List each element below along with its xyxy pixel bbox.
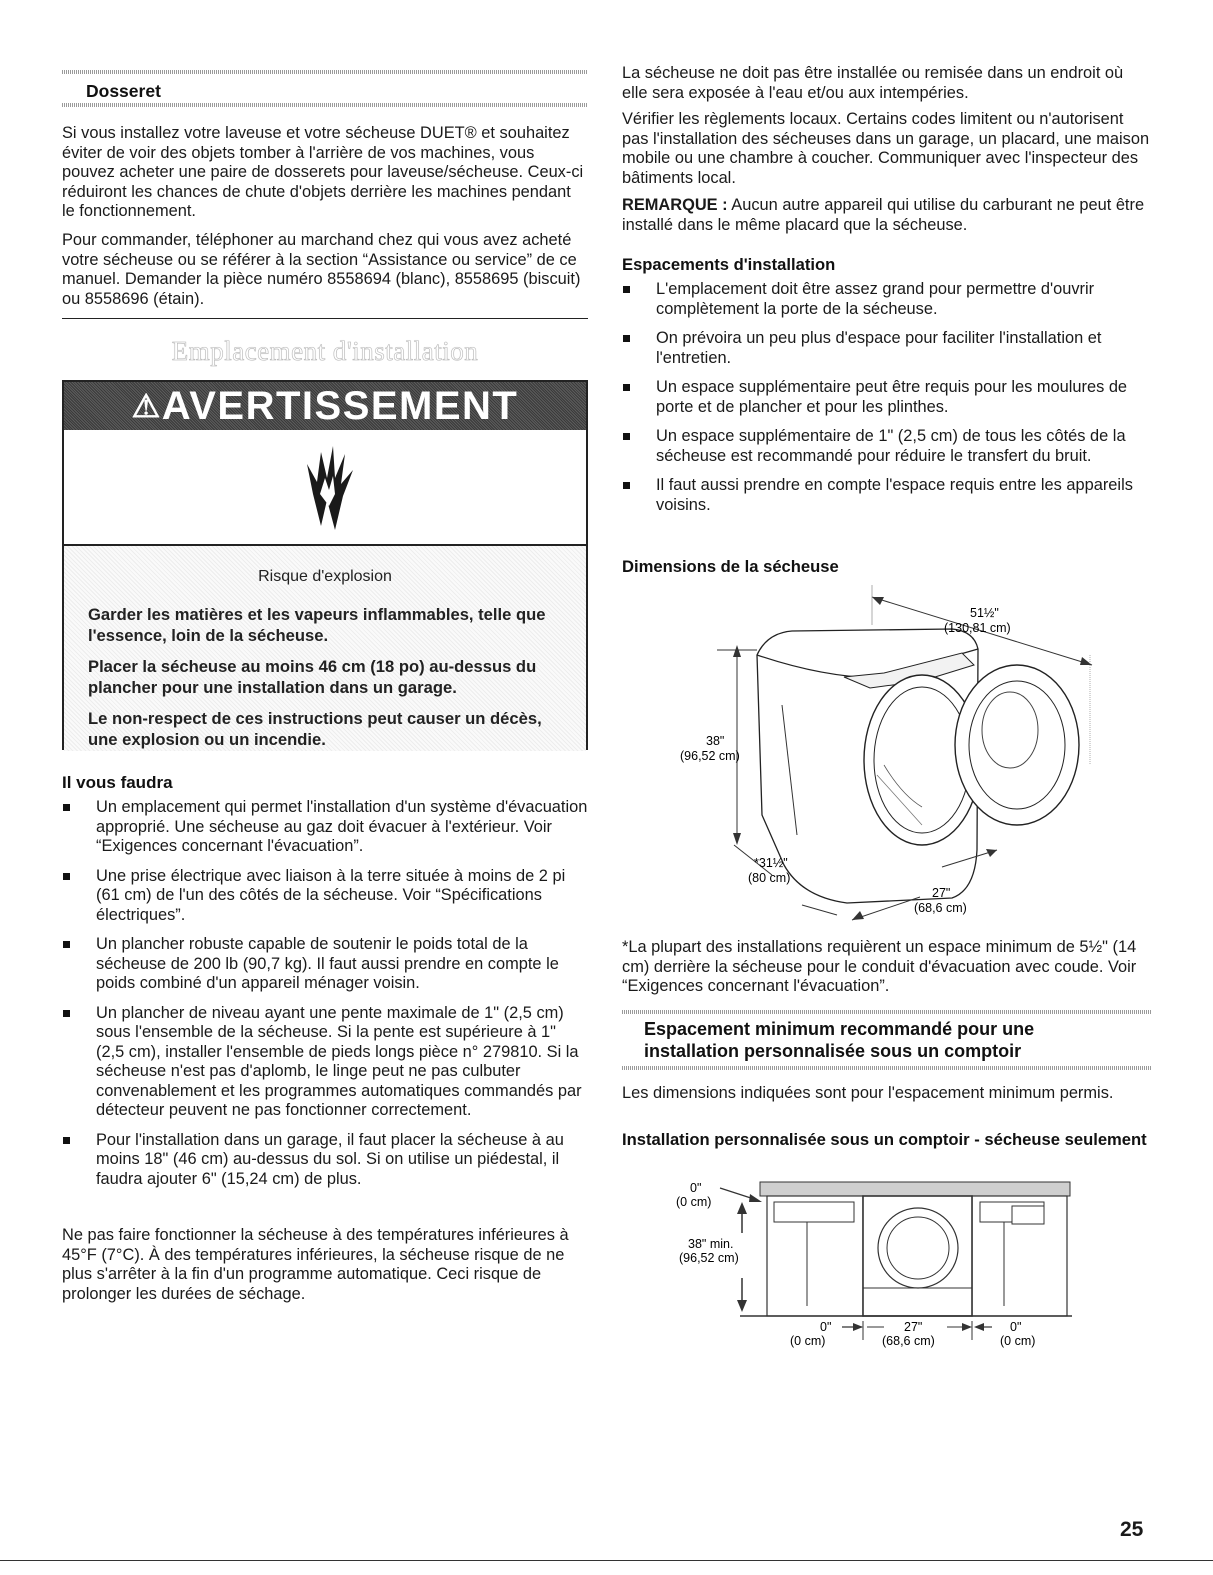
section-rule-top [62,70,588,74]
warning-triangle-icon: ⚠ [131,388,162,424]
emplacement-title: Emplacement d'installation [171,336,479,366]
list-item: Un espace supplémentaire peut être requis pour les moulures de porte et de plancher et pour les plinthes. [622,378,1152,417]
page-number: 25 [1120,1518,1144,1541]
top-gap-in: 0" [690,1181,702,1195]
dryer-dimensions-diagram [622,585,1152,930]
right-gap-in: 0" [1010,1320,1022,1334]
left-gap-cm: (0 cm) [790,1334,826,1348]
list-item: Un plancher robuste capable de soutenir le poids total de la sécheuse de 200 lb (90,7 kg). Il faut aussi prendre en compte le poids combiné d'un appareil ménager voisin. [62,935,588,994]
dosseret-paragraph-2: Pour commander, téléphoner au marchand chez qui vous avez acheté votre sécheuse ou se référer à la section “Assistance ou service” de ce manuel. Demander la pièce numéro 8558694 (blanc), 8558695 (biscuit) ou 8558696 (étain). [62,231,581,308]
warning-line-3: Le non-respect de ces instructions peut causer un décès, une explosion ou un incendie. [88,709,542,749]
warning-line-1: Garder les matières et les vapeurs inflammables, telle que l'essence, loin de la sécheuse. [88,605,546,645]
top-gap-cm: (0 cm) [676,1195,712,1209]
espacements-title: Espacements d'installation [622,255,836,274]
warning-text-area [64,546,586,751]
height-min-cm: (96,52 cm) [679,1251,739,1265]
depth-label-cm: (130,81 cm) [944,621,1011,635]
height-label-cm: (96,52 cm) [680,749,740,763]
footer-rule [0,1560,1213,1561]
side-label-in: *31½" [754,856,788,870]
divider [62,318,588,319]
list-item: Pour l'installation dans un garage, il faut placer la sécheuse à au moins 18" (46 cm) au-dessus du sol. Si on utilise un piédestal, il faudra ajouter 6" (15,24 cm) de plus. [62,1131,588,1190]
espacement-min-title: Espacement minimum recommandé pour une installation personnalisée sous un comptoir [644,1019,1035,1061]
right-gap-cm: (0 cm) [1000,1334,1036,1348]
warning-box [62,380,588,750]
remarque-label: REMARQUE : [622,196,728,214]
explosion-icon [277,434,377,534]
espacements-list [622,280,1152,525]
dryer-width-cm: (68,6 cm) [882,1334,935,1348]
width-label-cm: (68,6 cm) [914,901,967,915]
undercounter-diagram [622,1178,1152,1358]
list-item: Un espace supplémentaire de 1" (2,5 cm) de tous les côtés de la sécheuse est recommandé pour réduire le transfert du bruit. [622,427,1152,466]
exposure-paragraph: La sécheuse ne doit pas être installée ou remisée dans un endroit où elle sera exposée à l'eau et/ou aux intempéries. [622,64,1124,102]
warning-header-text: AVERTISSEMENT [161,384,519,428]
dosseret-title: Dosseret [86,81,161,101]
section-rule-bottom [622,1066,1152,1070]
list-item: Une prise électrique avec liaison à la terre située à moins de 2 pi (61 cm) de l'un des côtés de la sécheuse. Voir “Spécifications électriques”. [62,867,588,926]
section-rule-bottom [62,103,588,107]
side-label-cm: (80 cm) [748,871,791,885]
list-item: Un plancher de niveau ayant une pente maximale de 1" (2,5 cm) sous l'ensemble de la sécheuse. Si la pente est supérieure à 1" (2,5 cm), installer l'ensemble de pieds longs pièce n° 279810. Si la sécheuse n'est pas d'aplomb, le linge peut ne pas culbuter convenablement et les programmes automatiques commandés par détecteur peuvent ne pas fonctionner correctement. [62,1004,588,1121]
list-item: Il faut aussi prendre en compte l'espace requis entre les appareils voisins. [622,476,1152,515]
height-label-in: 38" [706,734,725,748]
faudra-title: Il vous faudra [62,773,173,792]
warning-header [64,382,586,430]
faudra-closing: Ne pas faire fonctionner la sécheuse à des températures inférieures à 45°F (7°C). À des températures inférieures, la sécheuse risque de ne plus s'arrêter à la fin d'un programme automatique. Ceci risque de prolonger les durées de séchage. [62,1226,569,1303]
dimensions-note: *La plupart des installations requièrent un espace minimum de 5½" (14 cm) derrière la sécheuse pour le conduit d'évacuation avec coude. Voir “Exigences concernant l'évacuation”. [622,938,1137,995]
dosseret-paragraph-1: Si vous installez votre laveuse et votre sécheuse DUET® et souhaitez éviter de voir des objets tomber à l'arrière de vos machines, vous pouvez acheter une paire de dosserets pour laveuse/sécheuse. Ceux-ci réduiront les chances de chute d'objets derrière les machines pendant le fonctionnement. [62,124,584,220]
width-label-in: 27" [932,886,951,900]
remarque-paragraph [622,196,1152,235]
regulations-paragraph: Vérifier les règlements locaux. Certains codes limitent ou n'autorisent pas l'installation des sécheuses dans un garage, un placard, une maison mobile ou une chambre à coucher. Communiquer avec l'inspecteur des bâtiments local. [622,110,1150,187]
dryer-width-in: 27" [904,1320,923,1334]
faudra-list [62,798,588,1199]
section-rule-top [622,1010,1152,1014]
warning-line-2: Placer la sécheuse au moins 46 cm (18 po) au-dessus du plancher pour une installation dans un garage. [88,657,537,697]
warning-risk: Risque d'explosion [258,568,392,585]
list-item: On prévoira un peu plus d'espace pour faciliter l'installation et l'entretien. [622,329,1152,368]
explosion-icon-area [64,430,586,546]
height-min-in: 38" min. [688,1237,734,1251]
depth-label-in: 51½" [970,606,999,620]
left-gap-in: 0" [820,1320,832,1334]
espacement-min-paragraph: Les dimensions indiquées sont pour l'espacement minimum permis. [622,1084,1114,1102]
remarque-text: Aucun autre appareil qui utilise du carburant ne peut être installé dans le même placard que la sécheuse. [622,196,1145,234]
dimensions-title: Dimensions de la sécheuse [622,557,839,576]
comptoir-subtitle: Installation personnalisée sous un comptoir - sécheuse seulement [622,1130,1147,1149]
list-item: Un emplacement qui permet l'installation d'un système d'évacuation approprié. Une sécheuse au gaz doit évacuer à l'extérieur. Voir “Exigences concernant l'évacuation”. [62,798,588,857]
list-item: L'emplacement doit être assez grand pour permettre d'ouvrir complètement la porte de la sécheuse. [622,280,1152,319]
